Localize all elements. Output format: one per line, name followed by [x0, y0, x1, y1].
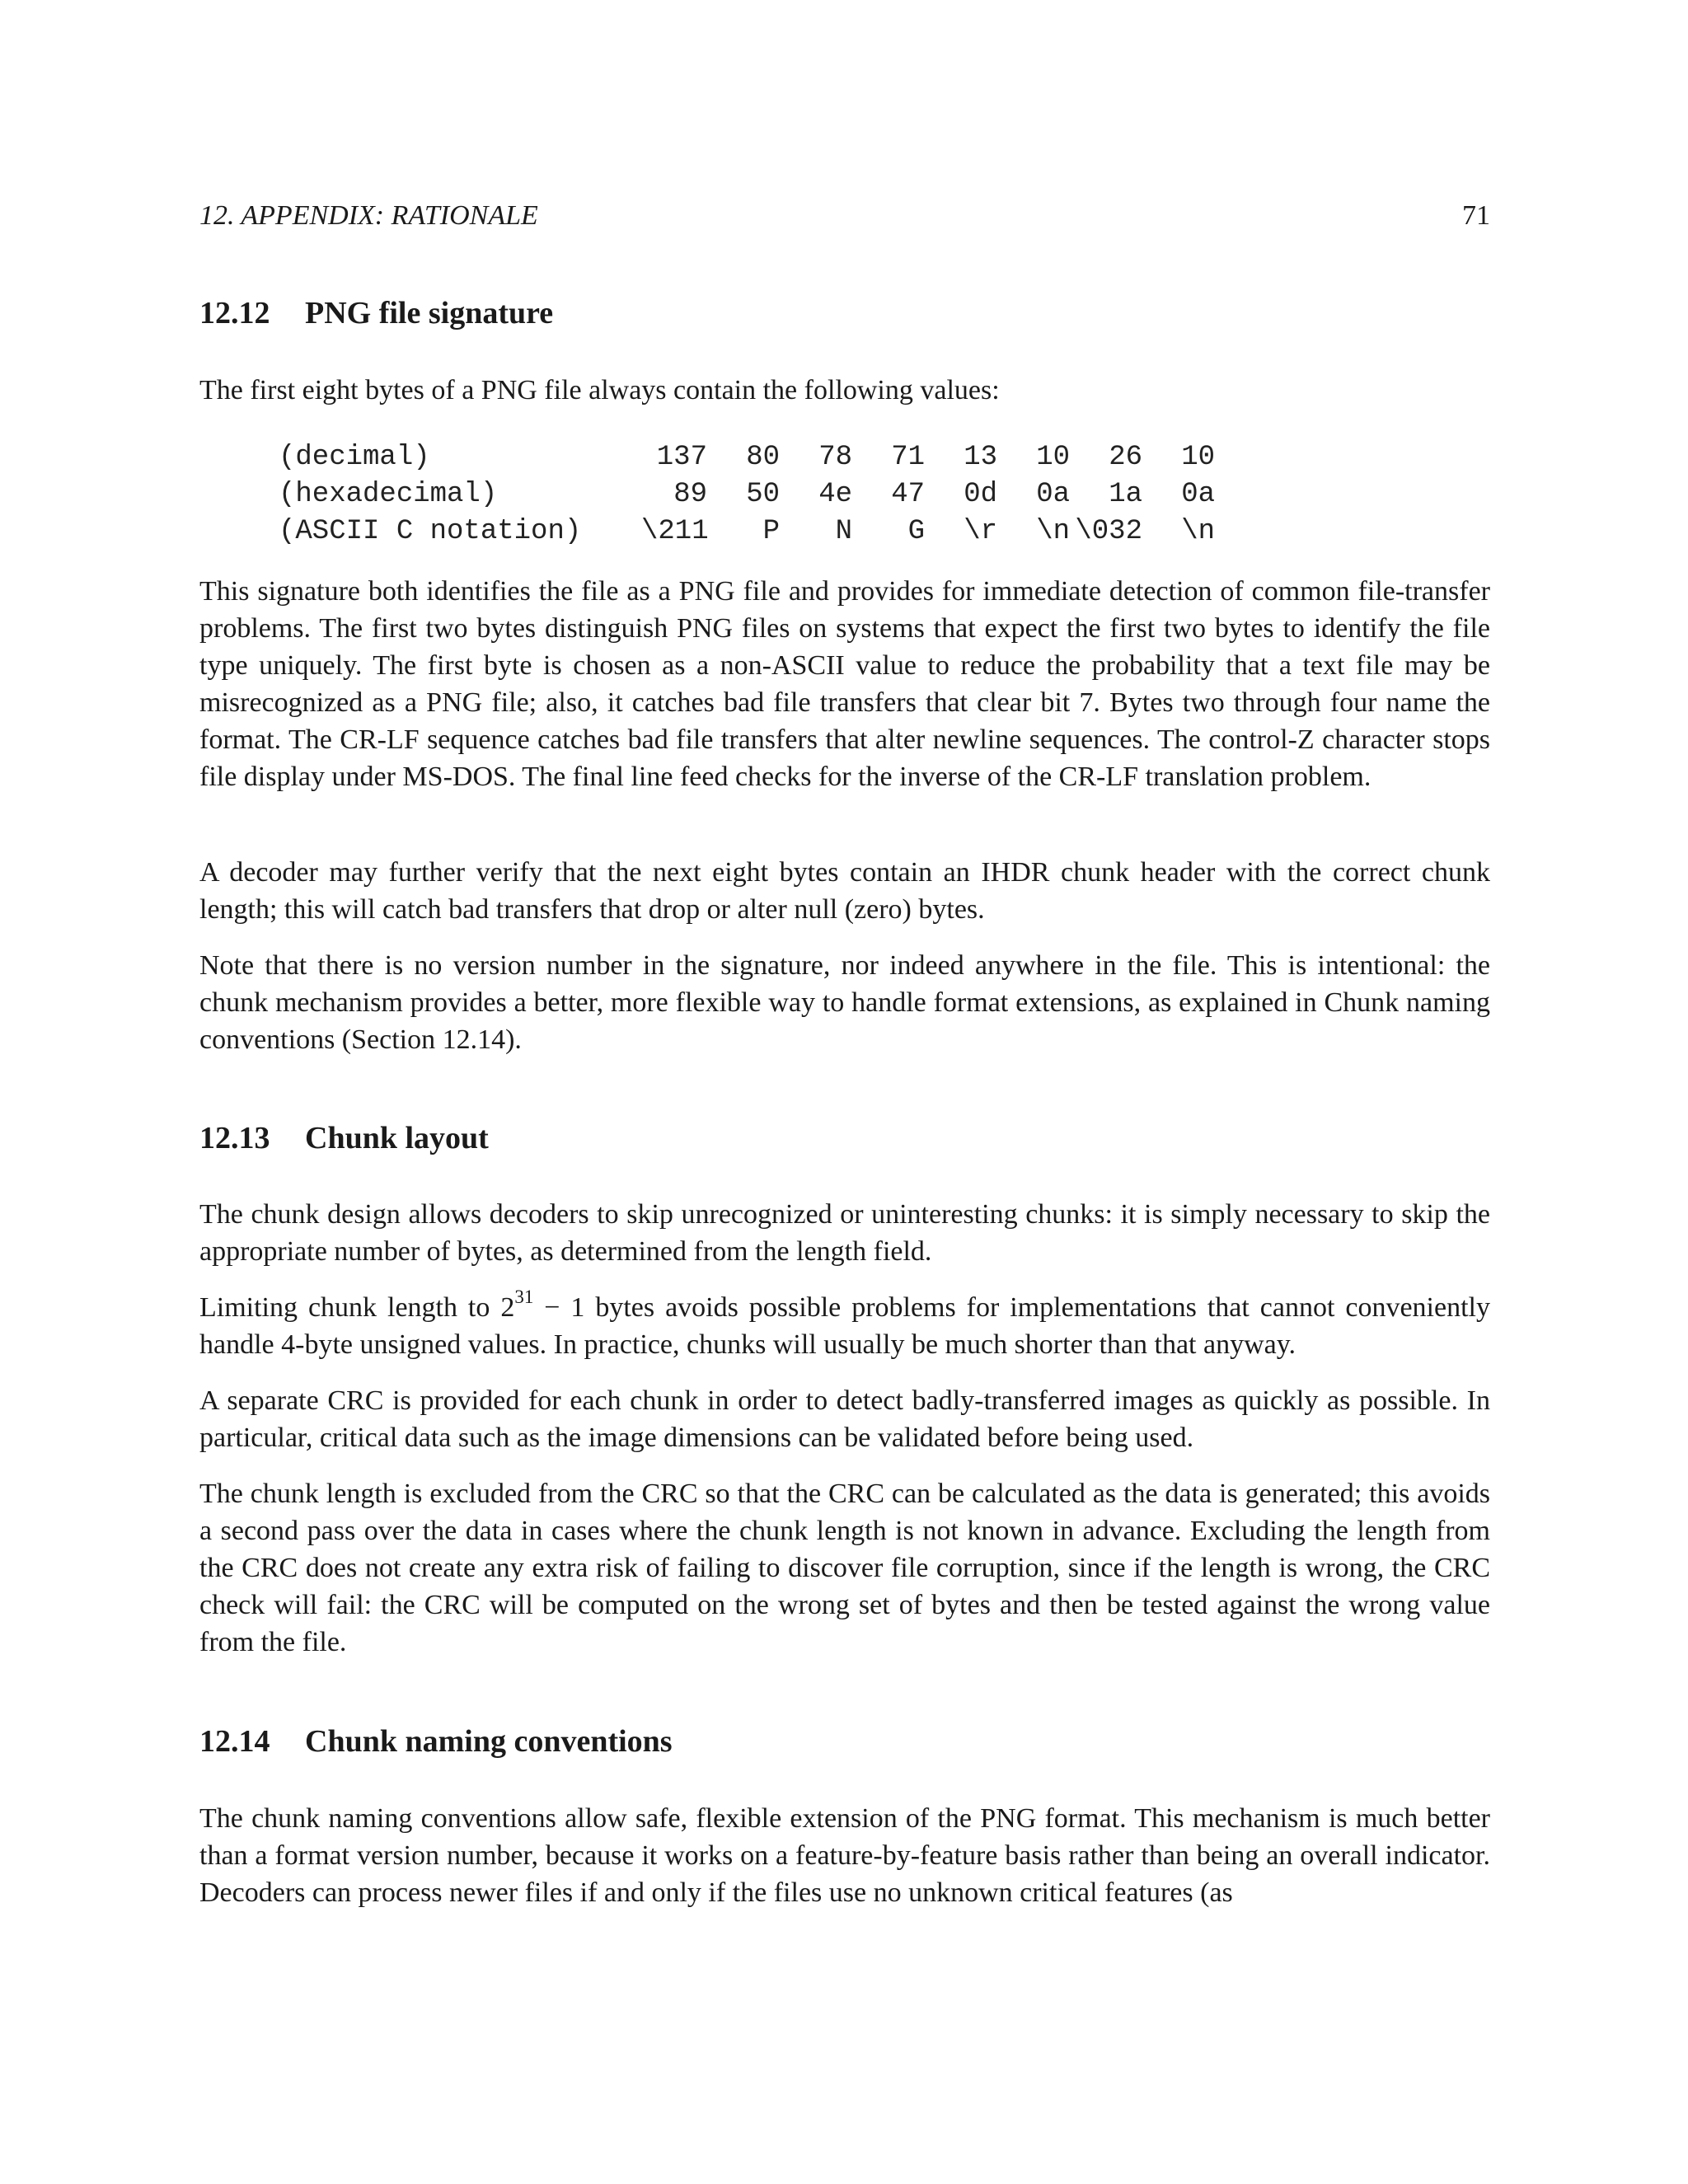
chapter-title: 12. APPENDIX: RATIONALE [199, 200, 538, 231]
section-title: Chunk naming conventions [305, 1724, 673, 1759]
paragraph: This signature both identifies the file as a PNG file and provides for immediate detection of common file-transfer problems. The first two bytes distinguish PNG files on systems that expect the first two bytes to identify the file type uniquely. The first byte is chosen as a non-ASCII value to reduce the probability that a text file may be misrecognized as a PNG file; also, it catches bad file transfers that clear bit 7. Bytes two through four name the format. The CR-LF sequence catches bad file transfers that alter newline sequences. The control-Z character stops file display under MS-DOS. The final line feed checks for the inverse of the CR-LF translation problem. [199, 576, 1490, 792]
section-heading-12-14 [199, 1723, 673, 1760]
byte-value: G [907, 516, 925, 547]
signature-intro: The first eight bytes of a PNG file always contain the following values: [199, 375, 1000, 405]
byte-value: 10 [1181, 442, 1215, 473]
section-number: 12.12 [199, 296, 270, 330]
byte-value: 10 [1036, 442, 1070, 473]
row-label: (decimal) [279, 442, 430, 473]
byte-value: 80 [746, 442, 780, 473]
row-label: (hexadecimal) [279, 479, 498, 510]
paragraph: The chunk naming conventions allow safe, flexible extension of the PNG format. This mechanism is much better than a format version number, because it works on a feature-by-feature basis rather than being an overall indicator. Decoders can process newer files if and only if the files use no unknown critical features (as [199, 1803, 1490, 1908]
byte-value: 0a [1181, 479, 1215, 510]
paragraph: A separate CRC is provided for each chunk in order to detect badly-transferred images as quickly as possible. In particular, critical data such as the image dimensions can be validated before being used. [199, 1385, 1490, 1453]
byte-value: \r [964, 516, 997, 547]
byte-value: N [835, 516, 852, 547]
section-title: Chunk layout [305, 1121, 489, 1155]
byte-value: 47 [891, 479, 925, 510]
section-number: 12.14 [199, 1724, 270, 1759]
byte-value: P [762, 516, 780, 547]
byte-value: 78 [818, 442, 852, 473]
page-number: 71 [1462, 200, 1490, 231]
section-title: PNG file signature [305, 296, 554, 330]
byte-value: 13 [964, 442, 997, 473]
row-label: (ASCII C notation) [279, 516, 582, 547]
byte-value: \n [1181, 516, 1215, 547]
section-number: 12.13 [199, 1121, 270, 1155]
byte-value: 137 [656, 442, 707, 473]
section-heading-12-13 [199, 1120, 489, 1156]
byte-value: 50 [746, 479, 780, 510]
byte-value: 89 [673, 479, 707, 510]
paragraph: The chunk design allows decoders to skip unrecognized or uninteresting chunks: it is simply necessary to skip the appropriate number of bytes, as determined from the length field. [199, 1199, 1490, 1267]
byte-value: 1a [1109, 479, 1142, 510]
exponent: 31 [514, 1286, 534, 1307]
byte-value: 4e [818, 479, 852, 510]
paragraph: Note that there is no version number in the signature, nor indeed anywhere in the file. This is intentional: the chunk mechanism provides a better, more flexible way to handle format extensions, as explained in Chunk naming conventions (Section 12.14). [199, 950, 1490, 1055]
byte-value: \211 [641, 516, 709, 547]
paragraph: A decoder may further verify that the next eight bytes contain an IHDR chunk header with the correct chunk length; this will catch bad transfers that drop or alter null (zero) bytes. [199, 857, 1490, 925]
byte-value: 71 [891, 442, 925, 473]
text-run: Limiting chunk length to 2 [199, 1292, 515, 1323]
signature-row-decimal [279, 439, 1215, 476]
byte-value: 0a [1036, 479, 1070, 510]
byte-value: \n [1036, 516, 1070, 547]
byte-value: \032 [1075, 516, 1142, 547]
signature-row-ascii [279, 513, 1215, 551]
signature-table [279, 439, 1215, 551]
byte-value: 0d [964, 479, 997, 510]
text-run: − 1 bytes avoids possible problems for implementations that cannot conveniently handle 4-byte unsigned values. In practice, chunks will usually be much shorter than that anyway. [199, 1292, 1490, 1360]
running-header [199, 200, 1490, 237]
section-heading-12-12 [199, 295, 553, 331]
paragraph [199, 1286, 1490, 1363]
byte-value: 26 [1109, 442, 1142, 473]
paragraph: The chunk length is excluded from the CRC so that the CRC can be calculated as the data is generated; this avoids a second pass over the data in cases where the chunk length is not known in advance. Excluding the length from the CRC does not create any extra risk of failing to discover file corruption, since if the length is wrong, the CRC check will fail: the CRC will be computed on the wrong set of bytes and then be tested against the wrong value from the file. [199, 1479, 1490, 1657]
signature-row-hexadecimal [279, 476, 1215, 513]
